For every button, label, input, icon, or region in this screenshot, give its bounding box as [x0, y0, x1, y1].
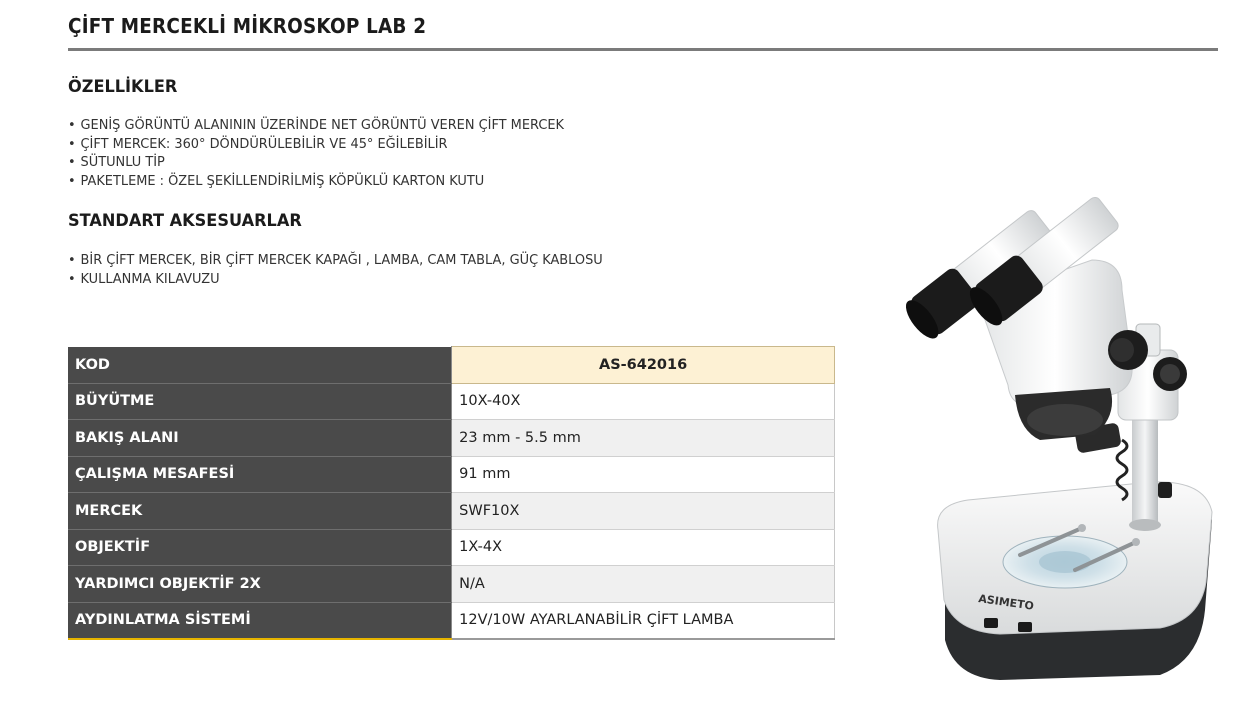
- table-row: [68, 529, 835, 566]
- spec-value: AS-642016: [452, 347, 835, 384]
- table-row: [68, 456, 835, 493]
- spec-value: 23 mm - 5.5 mm: [452, 420, 835, 457]
- table-row: [68, 566, 835, 603]
- table-row: [68, 347, 835, 384]
- spec-label: ÇALIŞMA MESAFESİ: [68, 456, 452, 493]
- spec-label: YARDIMCI OBJEKTİF 2X: [68, 566, 452, 603]
- spec-value: N/A: [452, 566, 835, 603]
- feature-item: • PAKETLEME : ÖZEL ŞEKİLLENDİRİLMİŞ KÖPÜKLÜ KARTON KUTU: [68, 173, 564, 192]
- features-list: [68, 117, 574, 191]
- accessories-heading: STANDART AKSESUARLAR: [68, 211, 302, 231]
- spec-value: 12V/10W AYARLANABİLİR ÇİFT LAMBA: [452, 602, 835, 639]
- feature-item: • SÜTUNLU TİP: [68, 154, 564, 173]
- spec-value: 1X-4X: [452, 529, 835, 566]
- spec-value: SWF10X: [452, 493, 835, 530]
- spec-label: AYDINLATMA SİSTEMİ: [68, 602, 452, 639]
- spec-table: [68, 346, 835, 640]
- microscope-image: [860, 190, 1230, 690]
- accessory-item: • BİR ÇİFT MERCEK, BİR ÇİFT MERCEK KAPAĞI , LAMBA, CAM TABLA, GÜÇ KABLOSU: [68, 252, 603, 271]
- table-row: [68, 602, 835, 639]
- table-row: [68, 383, 835, 420]
- spec-label: BAKIŞ ALANI: [68, 420, 452, 457]
- table-row: [68, 420, 835, 457]
- spec-label: KOD: [68, 347, 452, 384]
- feature-item: • ÇİFT MERCEK: 360° DÖNDÜRÜLEBİLİR VE 45° EĞİLEBİLİR: [68, 136, 564, 155]
- spec-label: BÜYÜTME: [68, 383, 452, 420]
- feature-item: • GENİŞ GÖRÜNTÜ ALANININ ÜZERİNDE NET GÖRÜNTÜ VEREN ÇİFT MERCEK: [68, 117, 564, 136]
- spec-label: MERCEK: [68, 493, 452, 530]
- brand-logo: ASIMETO: [977, 592, 1035, 613]
- spec-value: 10X-40X: [452, 383, 835, 420]
- title-divider: [68, 48, 1218, 51]
- accessory-item: • KULLANMA KILAVUZU: [68, 271, 603, 290]
- spec-label: OBJEKTİF: [68, 529, 452, 566]
- features-heading: ÖZELLİKLER: [68, 77, 178, 97]
- spec-value: 91 mm: [452, 456, 835, 493]
- page-title: ÇİFT MERCEKLİ MİKROSKOP LAB 2: [68, 14, 427, 38]
- table-row: [68, 493, 835, 530]
- accessories-list: [68, 252, 614, 289]
